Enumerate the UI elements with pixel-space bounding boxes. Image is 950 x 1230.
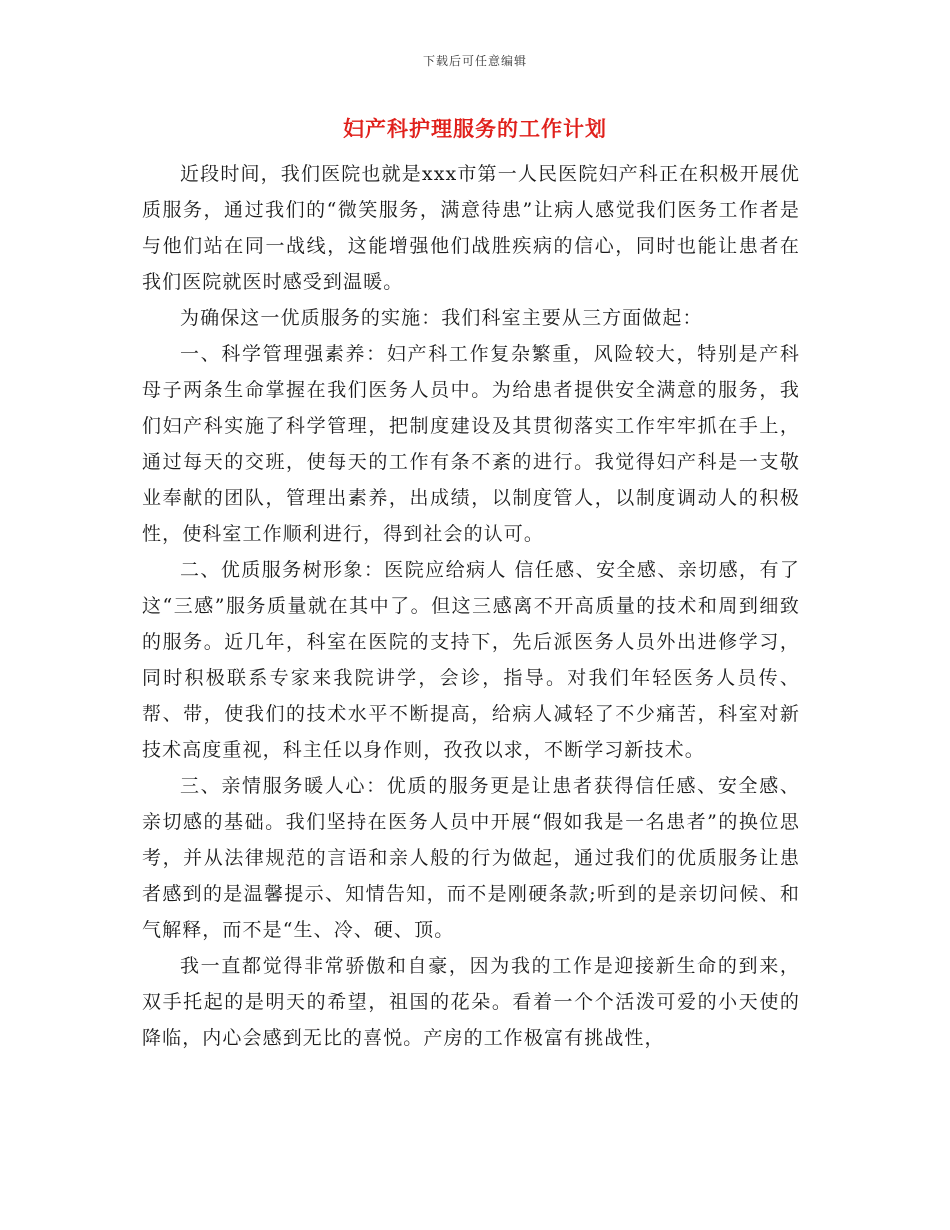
paragraph-intro: 近段时间，我们医院也就是xxx市第一人民医院妇产科正在积极开展优质服务，通过我们的“微笑服务，满意待患”让病人感觉我们医务工作者是与他们站在同一战线，这能增强他们战胜疾病的信心，同时也能让患者在我们医院就医时感受到温暖。 [142, 163, 800, 293]
header-note: 下载后可任意编辑 [422, 54, 527, 68]
document-body [142, 156, 800, 1056]
paragraph-overview: 为确保这一优质服务的实施：我们科室主要从三方面做起： [180, 307, 703, 329]
paragraph-section-3: 三、亲情服务暖人心：优质的服务更是让患者获得信任感、安全感、亲切感的基础。我们坚持在医务人员中开展“假如我是一名患者”的换位思考，并从法律规范的言语和亲人般的行为做起，通过我们的优质服务让患者感到的是温馨提示、知情告知，而不是刚硬条款;听到的是亲切问候、和气解释，而不是“生、冷、硬、顶。 [142, 775, 800, 941]
page-title: 妇产科护理服务的工作计划 [343, 116, 607, 141]
paragraph-section-2: 二、优质服务树形象：医院应给病人 信任感、安全感、亲切感，有了这“三感”服务质量就在其中了。但这三感离不开高质量的技术和周到细致的服务。近几年，科室在医院的支持下，先后派医务人员外出进修学习，同时积极联系专家来我院讲学，会诊，指导。对我们年轻医务人员传、帮、带，使我们的技术水平不断提高，给病人减轻了不少痛苦，科室对新技术高度重视，科主任以身作则，孜孜以求，不断学习新技术。 [142, 559, 800, 761]
paragraph-reflection: 我一直都觉得非常骄傲和自豪，因为我的工作是迎接新生命的到来，双手托起的是明天的希望，祖国的花朵。看着一个个活泼可爱的小天使的降临，内心会感到无比的喜悦。产房的工作极富有挑战性， [142, 955, 800, 1049]
paragraph-section-1: 一、科学管理强素养：妇产科工作复杂繁重，风险较大，特别是产科母子两条生命掌握在我们医务人员中。为给患者提供安全满意的服务，我们妇产科实施了科学管理，把制度建设及其贯彻落实工作牢牢抓在手上，通过每天的交班，使每天的工作有条不紊的进行。我觉得妇产科是一支敬业奉献的团队，管理出素养，出成绩，以制度管人，以制度调动人的积极性，使科室工作顺利进行，得到社会的认可。 [142, 343, 800, 545]
